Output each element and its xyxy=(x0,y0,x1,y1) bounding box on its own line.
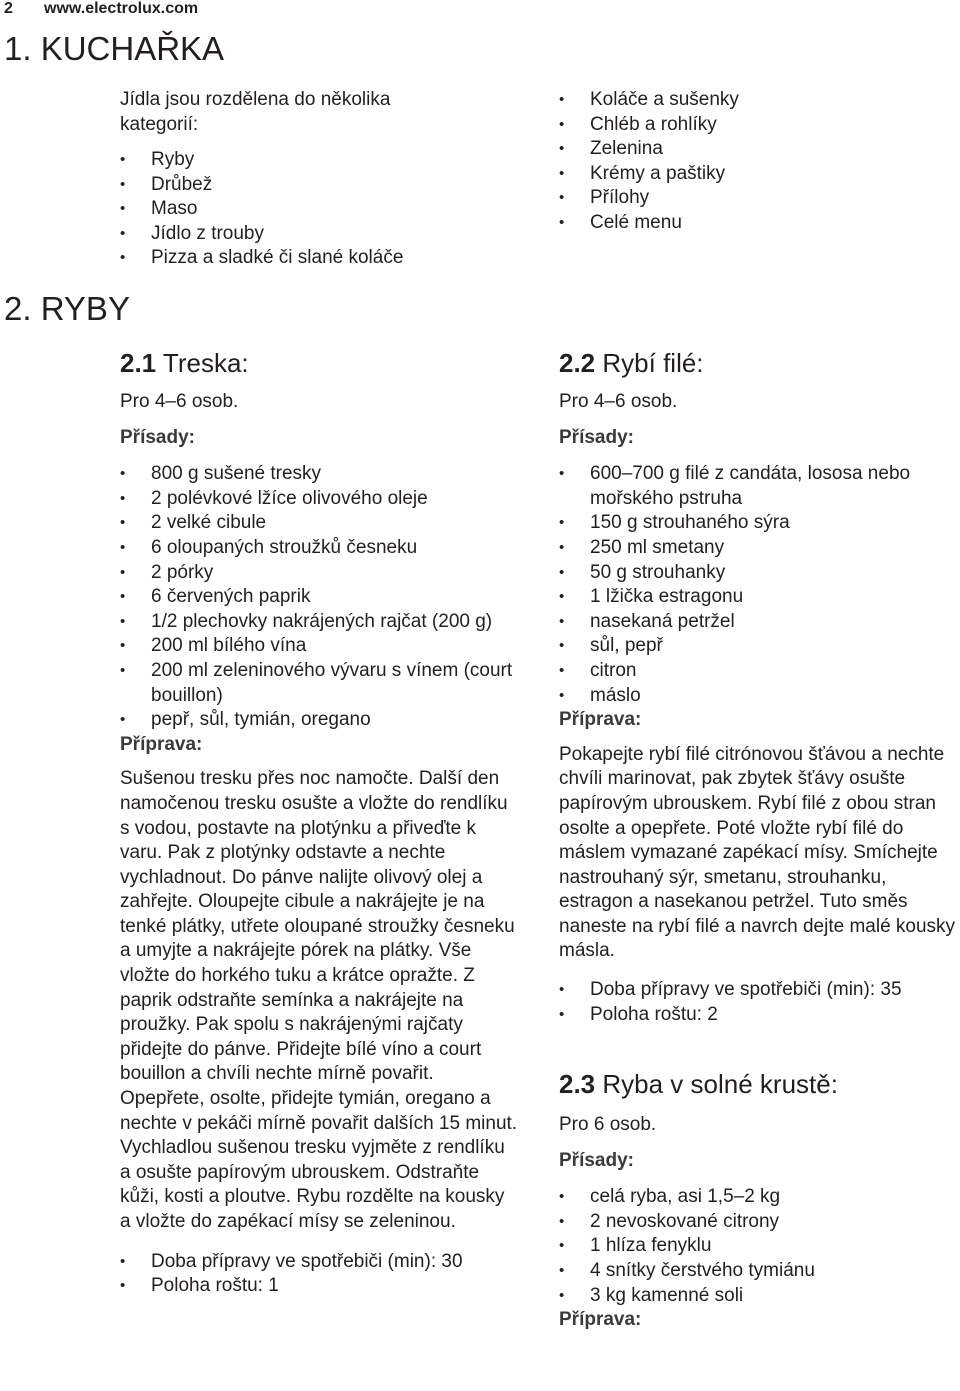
page-number: 2 xyxy=(4,0,13,17)
recipe-servings: Pro 4–6 osob. xyxy=(559,391,678,412)
recipe-name: Treska: xyxy=(162,348,249,378)
preparation-text: Pokapejte rybí filé citrónovou šťávou a nechte chvíli marinovat, pak zbytek šťávy osušte papírovým ubrouskem. Rybí filé z obou stran osolte a opepřete. Poté vložte rybí filé do máslem vymazané zapékací mísy. Smíchejte nastrouhaný sýr, smetanu, strouhanku, estragon a nasekanou petržel. Tuto směs naneste na rybí filé a navrch dejte malé kousky másla. xyxy=(559,743,956,962)
recipe-fish-fillet xyxy=(559,348,959,1027)
recipe-title xyxy=(120,348,520,378)
list-item: • celá ryba, asi 1,5–2 kg xyxy=(559,1185,959,1210)
list-item: • Koláče a sušenky xyxy=(559,88,949,113)
list-item: • Chléb a rohlíky xyxy=(559,113,949,138)
recipe-name: Ryba v solné krustě: xyxy=(602,1069,838,1099)
list-item: • 1/2 plechovky nakrájených rajčat (200 g) xyxy=(120,610,520,635)
list-item: • Celé menu xyxy=(559,211,949,236)
list-item: • 4 snítky čerstvého tymiánu xyxy=(559,1259,959,1284)
settings-list xyxy=(559,978,959,1027)
list-item: • Zelenina xyxy=(559,137,949,162)
recipe-name: Rybí filé: xyxy=(602,348,704,378)
list-item: • Drůbež xyxy=(120,173,500,198)
list-item: • 800 g sušené tresky xyxy=(120,462,520,487)
recipe-number: 2.1 xyxy=(120,348,157,378)
ingredients-label: Přísady: xyxy=(559,426,634,448)
ingredients-label: Přísady: xyxy=(559,1149,634,1171)
recipe-title xyxy=(559,1069,959,1099)
list-item: • máslo xyxy=(559,684,959,709)
list-item: • 3 kg kamenné soli xyxy=(559,1284,959,1309)
list-item: • Doba přípravy ve spotřebiči (min): 30 xyxy=(120,1250,520,1275)
category-list-left xyxy=(120,148,500,271)
website-url: www.electrolux.com xyxy=(44,0,199,17)
recipe-title xyxy=(559,348,959,378)
list-item: • Ryby xyxy=(120,148,500,173)
list-item: • 200 ml zeleninového vývaru s vínem (court bouillon) xyxy=(120,659,520,708)
list-item: • citron xyxy=(559,659,959,684)
list-item: • Pizza a sladké či slané koláče xyxy=(120,246,500,271)
list-item: • 200 ml bílého vína xyxy=(120,634,520,659)
recipe-number: 2.2 xyxy=(559,348,596,378)
preparation-label: Příprava: xyxy=(120,733,203,755)
list-item: • Krémy a paštiky xyxy=(559,162,949,187)
list-item: • 600–700 g filé z candáta, lososa nebo mořského pstruha xyxy=(559,462,959,511)
list-item: • 2 nevoskované citrony xyxy=(559,1210,959,1235)
ingredients-list xyxy=(559,1185,959,1308)
list-item: • Jídlo z trouby xyxy=(120,222,500,247)
list-item: • 1 hlíza fenyklu xyxy=(559,1234,959,1259)
ingredients-list xyxy=(559,462,959,708)
ingredients-list xyxy=(120,462,520,733)
preparation-label: Příprava: xyxy=(559,709,642,731)
list-item: • 1 lžička estragonu xyxy=(559,585,959,610)
list-item: • 150 g strouhaného sýra xyxy=(559,511,959,536)
list-item: • sůl, pepř xyxy=(559,634,959,659)
list-item: • 2 velké cibule xyxy=(120,511,520,536)
ingredients-label: Přísady: xyxy=(120,426,195,448)
recipe-servings: Pro 4–6 osob. xyxy=(120,391,239,412)
cookbook-intro: Jídla jsou rozdělena do několika kategorií: xyxy=(120,89,391,135)
list-item: • Poloha roštu: 1 xyxy=(120,1274,520,1299)
list-item: • 2 polévkové lžíce olivového oleje xyxy=(120,487,520,512)
list-item: • 6 oloupaných stroužků česneku xyxy=(120,536,520,561)
list-item: • Poloha roštu: 2 xyxy=(559,1003,959,1028)
list-item: • 50 g strouhanky xyxy=(559,561,959,586)
list-item: • Přílohy xyxy=(559,186,949,211)
section-title-fish: 2. RYBY xyxy=(4,290,130,327)
list-item: • Maso xyxy=(120,197,500,222)
list-item: • Doba přípravy ve spotřebiči (min): 35 xyxy=(559,978,959,1003)
preparation-text: Sušenou tresku přes noc namočte. Další den namočenou tresku osušte a vložte do rendlíku s vodou, postavte na plotýnku a přiveďte k varu. Pak z plotýnky odstavte a nechte vychladnout. Do pánve nalijte olivový olej a zahřejte. Oloupejte cibule a nakrájejte je na tenké plátky, utřete oloupané stroužky česneku a umyjte a nakrájejte pórek na plátky. Vše vložte do horkého tuku a krátce opražte. Z paprik odstraňte semínka a nakrájejte na proužky. Pak spolu s nakrájenými rajčaty přidejte do pánve. Přidejte bílé víno a court bouillon a chvíli nechte mírně povařit. Opepřete, osolte, přidejte tymián, oregano a nechte v pekáči mírně povařit dalších 15 minut. Vychladlou sušenou tresku vyjměte z rendlíku a osušte papírovým ubrouskem. Odstraňte kůži, kosti a ploutve. Rybu rozdělte na kousky a vložte do zapékací mísy se zeleninou. xyxy=(120,768,518,1232)
list-item: • pepř, sůl, tymián, oregano xyxy=(120,708,520,733)
recipe-servings: Pro 6 osob. xyxy=(559,1114,657,1135)
list-item: • nasekaná petržel xyxy=(559,610,959,635)
section-title-cookbook: 1. KUCHAŘKA xyxy=(4,30,225,67)
list-item: • 6 červených paprik xyxy=(120,585,520,610)
list-item: • 2 pórky xyxy=(120,561,520,586)
recipe-cod xyxy=(120,348,520,1299)
preparation-label: Příprava: xyxy=(559,1309,642,1331)
recipe-salt-crust-fish xyxy=(559,1069,959,1333)
recipe-number: 2.3 xyxy=(559,1069,596,1099)
category-list-right xyxy=(559,88,949,236)
list-item: • 250 ml smetany xyxy=(559,536,959,561)
settings-list xyxy=(120,1250,520,1299)
